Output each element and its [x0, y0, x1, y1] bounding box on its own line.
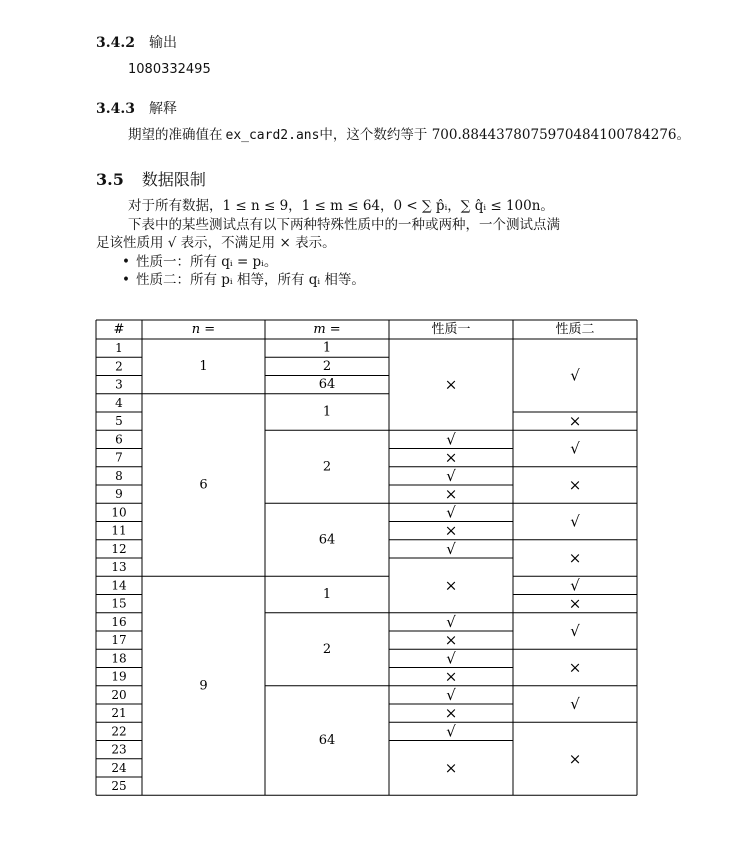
property-one-cell: ×	[444, 758, 458, 777]
row-number: 6	[115, 432, 123, 447]
table-header-0: #	[113, 322, 125, 337]
table-header-1: n =	[191, 322, 216, 337]
property-one-cell: ×	[444, 631, 458, 650]
property-one-cell: √	[446, 722, 456, 741]
section-title: 输出	[148, 35, 177, 51]
row-number: 2	[115, 359, 123, 374]
property-two-cell: √	[570, 439, 580, 458]
m-value-cell: 64	[318, 733, 336, 748]
property-two-cell: √	[570, 366, 580, 385]
row-number: 13	[111, 560, 127, 575]
m-value-cell: 2	[322, 459, 332, 475]
property-one-cell: ×	[444, 704, 458, 723]
property-two-cell: ×	[568, 549, 582, 567]
answer-filename: ex_card2.ans	[225, 128, 320, 143]
property-one-cell: √	[446, 649, 456, 668]
property-two-cell: √	[570, 576, 580, 595]
row-number: 10	[111, 505, 127, 520]
property-one-cell: √	[446, 503, 456, 522]
row-number: 19	[111, 669, 127, 684]
m-value-cell: 1	[322, 587, 332, 602]
row-number: 20	[111, 687, 127, 702]
row-number: 5	[115, 414, 123, 429]
m-value-cell: 1	[322, 340, 332, 356]
n-value-cell: 1	[199, 358, 208, 374]
row-number: 18	[111, 651, 127, 666]
row-number: 7	[115, 450, 123, 465]
table-header-3: 性质一	[431, 322, 471, 337]
property-two-cell: √	[570, 512, 580, 531]
table-header-4: 性质二	[555, 322, 595, 337]
n-value-cell: 6	[199, 477, 208, 493]
row-number: 16	[111, 614, 127, 629]
property-two-cell: ×	[568, 594, 582, 613]
property-one-cell: ×	[444, 448, 458, 467]
property-one-cell: √	[446, 466, 456, 485]
row-number: 12	[111, 541, 127, 556]
row-number: 14	[111, 578, 127, 593]
property-two-cell: ×	[568, 476, 582, 494]
section-number: 3.5	[96, 170, 124, 189]
row-number: 22	[111, 724, 127, 739]
m-value-cell: 64	[318, 532, 336, 548]
row-number: 9	[115, 487, 123, 502]
property-one-cell: ×	[444, 375, 458, 394]
property-one-cell: √	[446, 539, 456, 558]
row-number: 8	[115, 468, 123, 483]
property-one-cell: ×	[444, 485, 458, 504]
m-value-cell: 2	[322, 358, 332, 374]
properties-intro-line-2: 足该性质用 √ 表示，不满足用 × 表示。	[96, 235, 336, 251]
explanation-post: 中，这个数约等于 700.88443780759704841007842​76。	[319, 127, 690, 143]
property-two-cell: ×	[568, 749, 582, 768]
property-one-cell: √	[446, 430, 456, 449]
row-number: 4	[115, 395, 123, 410]
property-one-cell: √	[446, 612, 456, 631]
property-one-cell: ×	[444, 667, 458, 686]
section-title: 解释	[148, 101, 177, 117]
row-number: 3	[115, 377, 123, 392]
property-one-cell: √	[446, 685, 456, 704]
row-number: 23	[111, 742, 127, 757]
explanation-pre: 期望的准确值在	[128, 127, 223, 143]
constraints-line: 对于所有数据，1 ≤ n ≤ 9，1 ≤ m ≤ 64，0 < ∑ p̂ᵢ，∑ q̂ᵢ ≤ 100n。	[128, 198, 554, 214]
section-number: 3.4.3	[96, 101, 135, 117]
m-value-cell: 1	[322, 404, 332, 420]
row-number: 25	[111, 779, 127, 794]
row-number: 1	[115, 341, 123, 356]
properties-intro-line: 下表中的某些测试点有以下两种特殊性质中的一种或两种，一个测试点满	[128, 217, 560, 233]
table-header-2: m =	[313, 322, 341, 337]
property-two-cell: √	[570, 622, 580, 640]
row-number: 24	[111, 760, 127, 775]
property-two-cell: √	[570, 695, 580, 713]
n-value-cell: 9	[199, 678, 208, 694]
m-value-cell: 2	[322, 641, 332, 657]
property-two-bullet: • 性质二：所有 pᵢ 相等，所有 qᵢ 相等。	[136, 271, 365, 290]
row-number: 17	[111, 633, 127, 648]
section-number: 3.4.2	[96, 35, 135, 51]
property-two-cell: ×	[568, 412, 582, 431]
property-one-bullet: • 性质一：所有 qᵢ = pᵢ。	[136, 253, 277, 272]
output-value: 1080332495	[128, 62, 211, 77]
property-two-cell: ×	[568, 658, 582, 677]
property-one-cell: ×	[444, 576, 458, 595]
section-title: 数据限制	[141, 170, 206, 189]
row-number: 11	[111, 523, 127, 538]
m-value-cell: 64	[318, 377, 336, 393]
row-number: 15	[111, 596, 127, 611]
property-one-cell: ×	[444, 521, 458, 540]
row-number: 21	[111, 706, 127, 721]
